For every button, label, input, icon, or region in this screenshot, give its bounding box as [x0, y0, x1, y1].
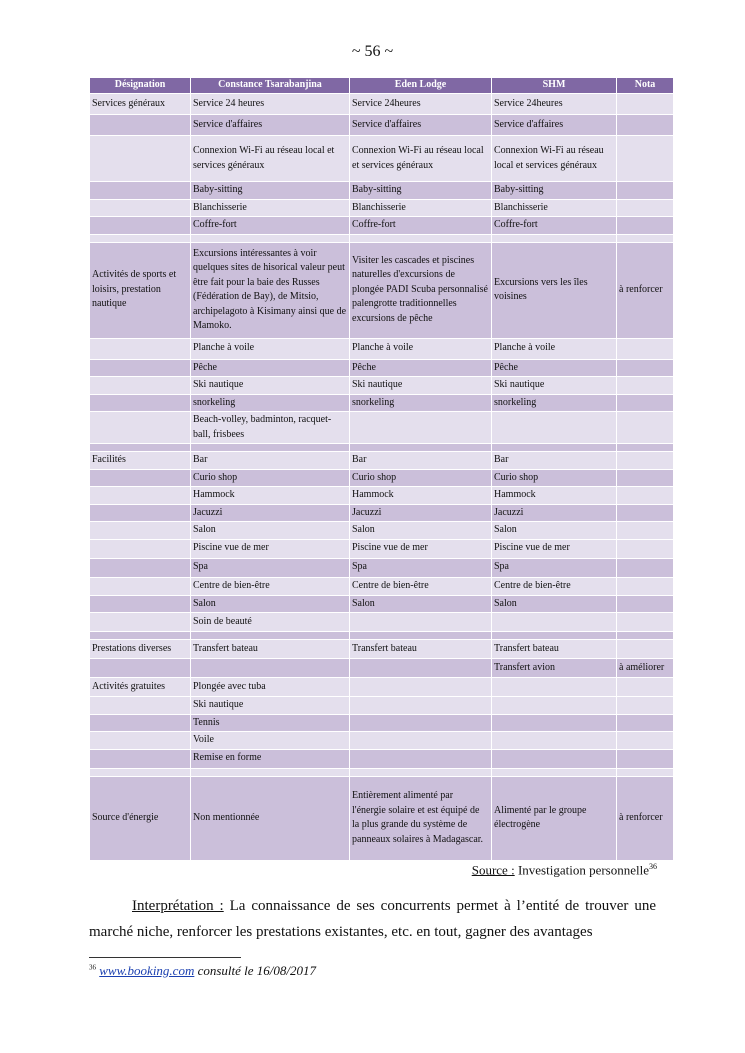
cell-shm: Planche à voile: [492, 338, 617, 359]
cell-shm: [492, 697, 617, 715]
table-row: [90, 452, 674, 470]
cell-shm: [492, 632, 617, 640]
cell-nota: [617, 115, 674, 136]
cell-nota: [617, 469, 674, 487]
cell-shm: [492, 412, 617, 444]
table-row: [90, 504, 674, 522]
cell-constance: Baby-sitting: [191, 182, 350, 200]
footnote-divider: [89, 957, 241, 958]
cell-nota: [617, 678, 674, 697]
table-row: [90, 522, 674, 540]
comparison-table: [89, 77, 674, 861]
cell-designation: [90, 768, 191, 776]
cell-eden-lodge: Baby-sitting: [350, 182, 492, 200]
cell-nota: [617, 577, 674, 595]
cell-constance: Service 24 heures: [191, 94, 350, 115]
table-row: [90, 242, 674, 338]
cell-nota: à renforcer: [617, 776, 674, 860]
cell-constance: Service d'affaires: [191, 115, 350, 136]
cell-nota: [617, 452, 674, 470]
cell-eden-lodge: [350, 613, 492, 632]
cell-designation: [90, 115, 191, 136]
cell-eden-lodge: Connexion Wi-Fi au réseau local et services généraux: [350, 136, 492, 182]
table-row: [90, 199, 674, 217]
cell-designation: [90, 504, 191, 522]
cell-constance: Remise en forme: [191, 749, 350, 768]
cell-eden-lodge: [350, 714, 492, 732]
cell-constance: Hammock: [191, 487, 350, 505]
cell-nota: [617, 377, 674, 395]
cell-designation: [90, 412, 191, 444]
cell-shm: Centre de bien-être: [492, 577, 617, 595]
table-row: [90, 182, 674, 200]
cell-eden-lodge: [350, 234, 492, 242]
cell-eden-lodge: Service d'affaires: [350, 115, 492, 136]
cell-nota: [617, 412, 674, 444]
cell-shm: Excursions vers les îles voisines: [492, 242, 617, 338]
cell-designation: [90, 234, 191, 242]
cell-constance: [191, 444, 350, 452]
cell-constance: Pêche: [191, 359, 350, 377]
cell-designation: [90, 613, 191, 632]
cell-constance: Soin de beauté: [191, 613, 350, 632]
cell-designation: [90, 577, 191, 595]
cell-designation: [90, 359, 191, 377]
cell-designation: [90, 749, 191, 768]
cell-nota: [617, 732, 674, 750]
table-row: [90, 217, 674, 235]
cell-shm: Connexion Wi-Fi au réseau local et services généraux: [492, 136, 617, 182]
cell-nota: [617, 394, 674, 412]
header-constance: Constance Tsarabanjina: [191, 78, 350, 94]
cell-nota: [617, 539, 674, 558]
cell-shm: Bar: [492, 452, 617, 470]
footnote-link[interactable]: www.booking.com: [99, 963, 195, 978]
cell-eden-lodge: [350, 749, 492, 768]
header-nota: Nota: [617, 78, 674, 94]
table-row: [90, 412, 674, 444]
cell-constance: Plongée avec tuba: [191, 678, 350, 697]
cell-eden-lodge: Curio shop: [350, 469, 492, 487]
cell-shm: Ski nautique: [492, 377, 617, 395]
cell-nota: [617, 504, 674, 522]
cell-designation: [90, 377, 191, 395]
table-row: [90, 234, 674, 242]
header-designation: Désignation: [90, 78, 191, 94]
cell-shm: Service d'affaires: [492, 115, 617, 136]
cell-constance: Centre de bien-être: [191, 577, 350, 595]
cell-eden-lodge: Spa: [350, 558, 492, 577]
table-row: [90, 94, 674, 115]
cell-constance: Blanchisserie: [191, 199, 350, 217]
cell-nota: [617, 338, 674, 359]
footnote-text: consulté le 16/08/2017: [194, 963, 317, 978]
cell-shm: Alimenté par le groupe électrogène: [492, 776, 617, 860]
cell-nota: [617, 487, 674, 505]
cell-shm: Curio shop: [492, 469, 617, 487]
cell-eden-lodge: Visiter les cascades et piscines naturelles d'excursions de plongée PADI Scuba personnalisé palengrotte traditionnelles excursions de pêche: [350, 242, 492, 338]
cell-designation: [90, 469, 191, 487]
cell-designation: Activités de sports et loisirs, prestation nautique: [90, 242, 191, 338]
cell-nota: [617, 359, 674, 377]
cell-nota: [617, 714, 674, 732]
cell-constance: Voile: [191, 732, 350, 750]
cell-constance: Tennis: [191, 714, 350, 732]
cell-shm: [492, 714, 617, 732]
table-row: [90, 640, 674, 659]
cell-shm: snorkeling: [492, 394, 617, 412]
cell-nota: [617, 558, 674, 577]
interpretation-text: La connaissance de ses concurrents permet à l’entité de trouver une marché niche, renforcer les prestations existantes, etc. en tout, gagner des avantages: [89, 898, 656, 940]
table-row: [90, 558, 674, 577]
table-row: [90, 697, 674, 715]
cell-shm: Baby-sitting: [492, 182, 617, 200]
cell-eden-lodge: Salon: [350, 522, 492, 540]
cell-shm: Piscine vue de mer: [492, 539, 617, 558]
cell-nota: [617, 444, 674, 452]
cell-eden-lodge: Coffre-fort: [350, 217, 492, 235]
table-row: [90, 359, 674, 377]
table-row: [90, 377, 674, 395]
cell-constance: Beach-volley, badminton, racquet-ball, frisbees: [191, 412, 350, 444]
cell-designation: [90, 595, 191, 613]
cell-nota: [617, 632, 674, 640]
cell-eden-lodge: Ski nautique: [350, 377, 492, 395]
table-row: [90, 394, 674, 412]
cell-eden-lodge: Transfert bateau: [350, 640, 492, 659]
cell-shm: Salon: [492, 595, 617, 613]
cell-designation: [90, 732, 191, 750]
cell-shm: [492, 234, 617, 242]
cell-constance: [191, 632, 350, 640]
footnote-number: 36: [89, 963, 96, 972]
cell-shm: Service 24heures: [492, 94, 617, 115]
cell-nota: [617, 697, 674, 715]
cell-shm: Transfert avion: [492, 659, 617, 678]
cell-shm: Blanchisserie: [492, 199, 617, 217]
cell-eden-lodge: [350, 678, 492, 697]
source-label: Source :: [471, 862, 515, 878]
table-row: [90, 659, 674, 678]
footnote: [89, 963, 316, 979]
cell-designation: Services généraux: [90, 94, 191, 115]
cell-designation: [90, 558, 191, 577]
table-row: [90, 714, 674, 732]
cell-nota: à améliorer: [617, 659, 674, 678]
cell-eden-lodge: [350, 412, 492, 444]
cell-constance: snorkeling: [191, 394, 350, 412]
cell-shm: [492, 444, 617, 452]
table-row: [90, 539, 674, 558]
source-text: Investigation personnelle: [514, 862, 649, 878]
table-row: [90, 469, 674, 487]
cell-eden-lodge: Bar: [350, 452, 492, 470]
table-row: [90, 487, 674, 505]
cell-eden-lodge: Blanchisserie: [350, 199, 492, 217]
cell-nota: [617, 595, 674, 613]
table-row: [90, 338, 674, 359]
header-shm: SHM: [492, 78, 617, 94]
cell-eden-lodge: [350, 697, 492, 715]
table-row: [90, 678, 674, 697]
cell-designation: [90, 136, 191, 182]
cell-shm: [492, 768, 617, 776]
cell-nota: [617, 522, 674, 540]
cell-constance: Excursions intéressantes à voir quelques sites de hisorical valeur peut être fait pour la baie des Russes (Fédération de Bay), de Mitsio, archipelagoto à Kisimany ainsi que de Mamoko.: [191, 242, 350, 338]
source-footnote-ref: 36: [649, 862, 657, 871]
cell-designation: Source d'énergie: [90, 776, 191, 860]
cell-eden-lodge: [350, 768, 492, 776]
cell-nota: [617, 613, 674, 632]
table-row: [90, 749, 674, 768]
page-number: ~ 56 ~: [351, 43, 394, 60]
cell-shm: Hammock: [492, 487, 617, 505]
table-row: [90, 136, 674, 182]
cell-designation: Prestations diverses: [90, 640, 191, 659]
table-body: [90, 94, 674, 861]
cell-designation: [90, 659, 191, 678]
cell-eden-lodge: Centre de bien-être: [350, 577, 492, 595]
cell-designation: [90, 217, 191, 235]
cell-eden-lodge: [350, 444, 492, 452]
cell-shm: [492, 678, 617, 697]
cell-constance: Spa: [191, 558, 350, 577]
cell-constance: Piscine vue de mer: [191, 539, 350, 558]
cell-eden-lodge: Hammock: [350, 487, 492, 505]
cell-eden-lodge: [350, 632, 492, 640]
cell-shm: Coffre-fort: [492, 217, 617, 235]
cell-constance: Jacuzzi: [191, 504, 350, 522]
cell-eden-lodge: Entièrement alimenté par l'énergie solaire et est équipé de la plus grande du système de panneaux solaires à Madagascar.: [350, 776, 492, 860]
cell-constance: Transfert bateau: [191, 640, 350, 659]
cell-designation: [90, 199, 191, 217]
table-header-row: [90, 78, 674, 94]
cell-designation: [90, 714, 191, 732]
cell-designation: [90, 697, 191, 715]
cell-nota: [617, 199, 674, 217]
cell-eden-lodge: [350, 732, 492, 750]
cell-shm: [492, 613, 617, 632]
table-row: [90, 613, 674, 632]
cell-designation: [90, 394, 191, 412]
cell-designation: [90, 338, 191, 359]
table-row: [90, 776, 674, 860]
cell-shm: Salon: [492, 522, 617, 540]
cell-nota: [617, 640, 674, 659]
table-row: [90, 632, 674, 640]
cell-constance: Planche à voile: [191, 338, 350, 359]
cell-constance: Salon: [191, 595, 350, 613]
table-row: [90, 768, 674, 776]
cell-eden-lodge: Service 24heures: [350, 94, 492, 115]
cell-constance: Connexion Wi-Fi au réseau local et services généraux: [191, 136, 350, 182]
cell-nota: [617, 217, 674, 235]
cell-constance: Ski nautique: [191, 697, 350, 715]
cell-eden-lodge: Jacuzzi: [350, 504, 492, 522]
cell-shm: [492, 749, 617, 768]
cell-nota: [617, 94, 674, 115]
cell-shm: Pêche: [492, 359, 617, 377]
interpretation-paragraph: [89, 893, 656, 945]
cell-designation: [90, 522, 191, 540]
cell-designation: [90, 487, 191, 505]
cell-eden-lodge: snorkeling: [350, 394, 492, 412]
table-row: [90, 595, 674, 613]
table-row: [90, 115, 674, 136]
cell-eden-lodge: Pêche: [350, 359, 492, 377]
cell-shm: Transfert bateau: [492, 640, 617, 659]
cell-constance: [191, 234, 350, 242]
cell-designation: [90, 539, 191, 558]
cell-eden-lodge: Planche à voile: [350, 338, 492, 359]
cell-nota: [617, 136, 674, 182]
cell-constance: Salon: [191, 522, 350, 540]
cell-constance: Bar: [191, 452, 350, 470]
cell-nota: [617, 749, 674, 768]
header-eden-lodge: Eden Lodge: [350, 78, 492, 94]
cell-designation: [90, 182, 191, 200]
cell-eden-lodge: Salon: [350, 595, 492, 613]
source-line: [472, 862, 657, 878]
table-row: [90, 732, 674, 750]
cell-shm: Spa: [492, 558, 617, 577]
cell-designation: [90, 444, 191, 452]
cell-shm: [492, 732, 617, 750]
cell-eden-lodge: Piscine vue de mer: [350, 539, 492, 558]
cell-nota: à renforcer: [617, 242, 674, 338]
cell-constance: Non mentionnée: [191, 776, 350, 860]
cell-designation: Activités gratuites: [90, 678, 191, 697]
cell-constance: [191, 659, 350, 678]
table-row: [90, 444, 674, 452]
cell-nota: [617, 234, 674, 242]
table-row: [90, 577, 674, 595]
interpretation-label: Interprétation :: [132, 898, 224, 914]
cell-eden-lodge: [350, 659, 492, 678]
cell-constance: Coffre-fort: [191, 217, 350, 235]
cell-nota: [617, 182, 674, 200]
cell-designation: [90, 632, 191, 640]
cell-shm: Jacuzzi: [492, 504, 617, 522]
cell-constance: [191, 768, 350, 776]
cell-constance: Curio shop: [191, 469, 350, 487]
cell-nota: [617, 768, 674, 776]
cell-constance: Ski nautique: [191, 377, 350, 395]
cell-designation: Facilités: [90, 452, 191, 470]
